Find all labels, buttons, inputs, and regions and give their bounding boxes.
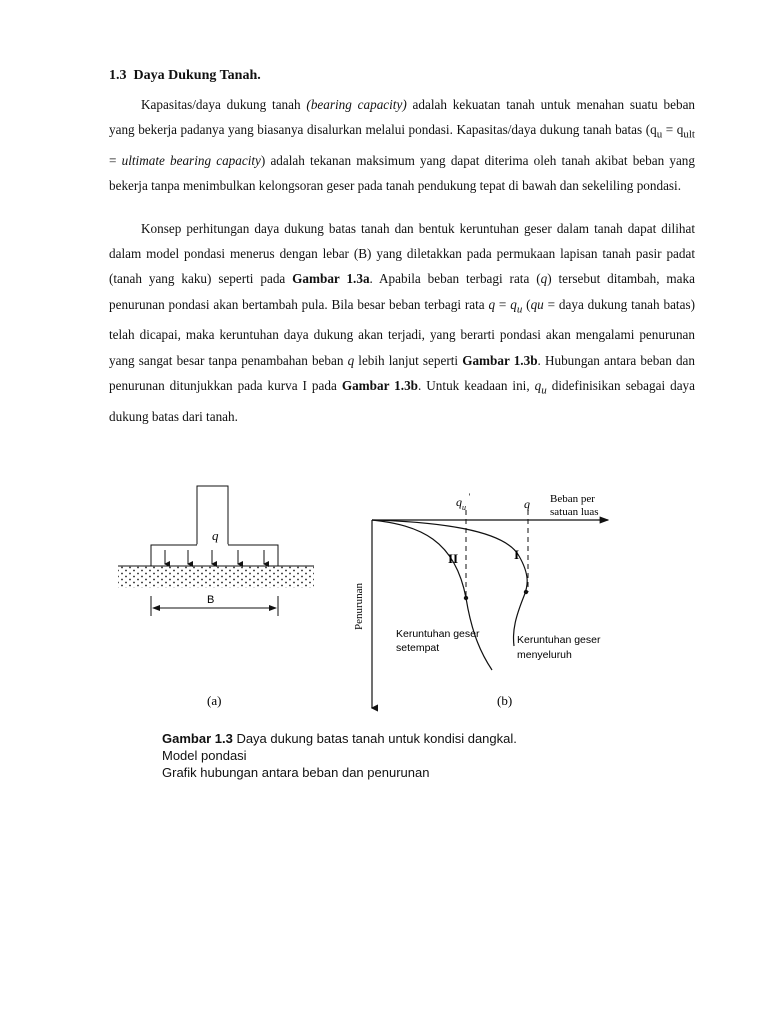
general-failure-point [524,590,528,594]
figure-reference: Gambar 1.3b [462,352,538,368]
text-run: ( [522,296,531,312]
footing [151,545,278,566]
x-axis-label-line1: Beban per [550,493,595,505]
width-label: B [207,594,215,606]
load-settlement-graph [353,492,608,708]
caption-line-1 [162,730,517,747]
qu-label: $q_u'$ [456,492,470,512]
symbol: qu [530,296,544,312]
text-run: Kapasitas/daya dukung tanah [141,97,307,112]
symbol: q [540,271,548,287]
figure-caption [162,730,517,781]
subscript: u [656,128,663,141]
figure-1-3 [0,470,768,730]
text-run: = q [662,122,684,138]
local-failure-point [464,596,468,600]
paragraph-bearing-capacity-definition [109,92,695,198]
text-run: ) adalah tekanan maksimum yang dapat diterima oleh tanah akibat beban yang bekerja tanpa menimbulkan kelongsoran geser pada tanah pendukung tepat di bawah dan sekeliling pondasi. [109,153,695,194]
term-ultimate-bearing-capacity: ultimate bearing capacity [121,153,261,169]
general-shear-failure-label-1: Keruntuhan geser [517,634,601,646]
text-run: Konsep perhitungan daya dukung batas tanah dan bentuk keruntuhan geser dalam tanah dapat dilihat dalam model pondasi menerus dengan lebar (B) yang diletakkan pada permukaan lapisan tanah pasir padat (tanah yang kaku) seperti pada [109,221,695,287]
subscript: u [516,303,523,316]
figure-reference: Gambar 1.3a [292,271,370,287]
figure-drawing [0,470,768,730]
text-run: . Untuk keadaan ini, [418,377,535,393]
text-run: = daya dukung tanah batas) telah dicapai, maka keruntuhan daya dukung akan terjadi, yang berarti pondasi akan mengalami penurunan yang sangat besar tanpa penambahan beban [109,296,695,368]
caption-text: Daya dukung batas tanah untuk kondisi dangkal. [232,731,517,746]
text-run: adalah kekuatan tanah untuk menahan suatu beban yang bekerja padanya yang biasanya disalurkan melalui pondasi. Kapasitas/daya dukung tanah batas (q [109,97,696,138]
section-number: 1.3 [109,68,127,83]
text-run: ) tersebut ditambah, maka penurunan pondasi akan bertambah pula. Bila besar beban terbagi rata [109,271,695,312]
section-heading [109,68,261,84]
foundation-model [118,486,314,708]
panel-label-b: (b) [497,693,513,708]
caption-line-2: Model pondasi [162,748,247,763]
load-label: q [212,528,219,543]
subscript: u [541,384,547,397]
text-run: = [109,153,122,169]
subscript: ult [683,128,695,141]
local-shear-failure-label-1: Keruntuhan geser [396,628,480,640]
x-axis-label-line2: satuan luas [550,506,599,518]
text-run: . Apabila beban terbagi rata ( [369,271,541,287]
symbol: q [488,296,496,312]
sand-layer [118,566,314,588]
section-title: Daya Dukung Tanah. [133,68,261,83]
paragraph-bearing-capacity-concept [109,216,695,429]
caption-line-3: Grafik hubungan antara beban dan penurunan [162,765,430,780]
panel-label-a: (a) [207,693,222,708]
text-run: lebih lanjut seperti [354,352,463,368]
y-axis-label: Penurunan [353,582,365,630]
q-label: q [524,497,530,511]
curve-I-label: I [514,547,520,562]
term-bearing-capacity: (bearing capacity) [306,97,407,112]
curve-II-label: II [448,551,459,566]
symbol: q [510,296,517,312]
symbol: q [534,377,542,393]
text-run: . Hubungan antara beban dan penurunan ditunjukkan pada kurva I pada [109,352,695,393]
text-run: didefinisikan sebagai daya dukung batas dari tanah. [109,377,695,424]
caption-label: Gambar 1.3 [162,731,233,746]
text-run: = [495,296,511,312]
general-shear-failure-label-2: menyeluruh [517,649,572,661]
local-shear-failure-label-2: setempat [396,642,440,654]
figure-reference: Gambar 1.3b [341,377,418,393]
symbol: q [347,352,355,368]
